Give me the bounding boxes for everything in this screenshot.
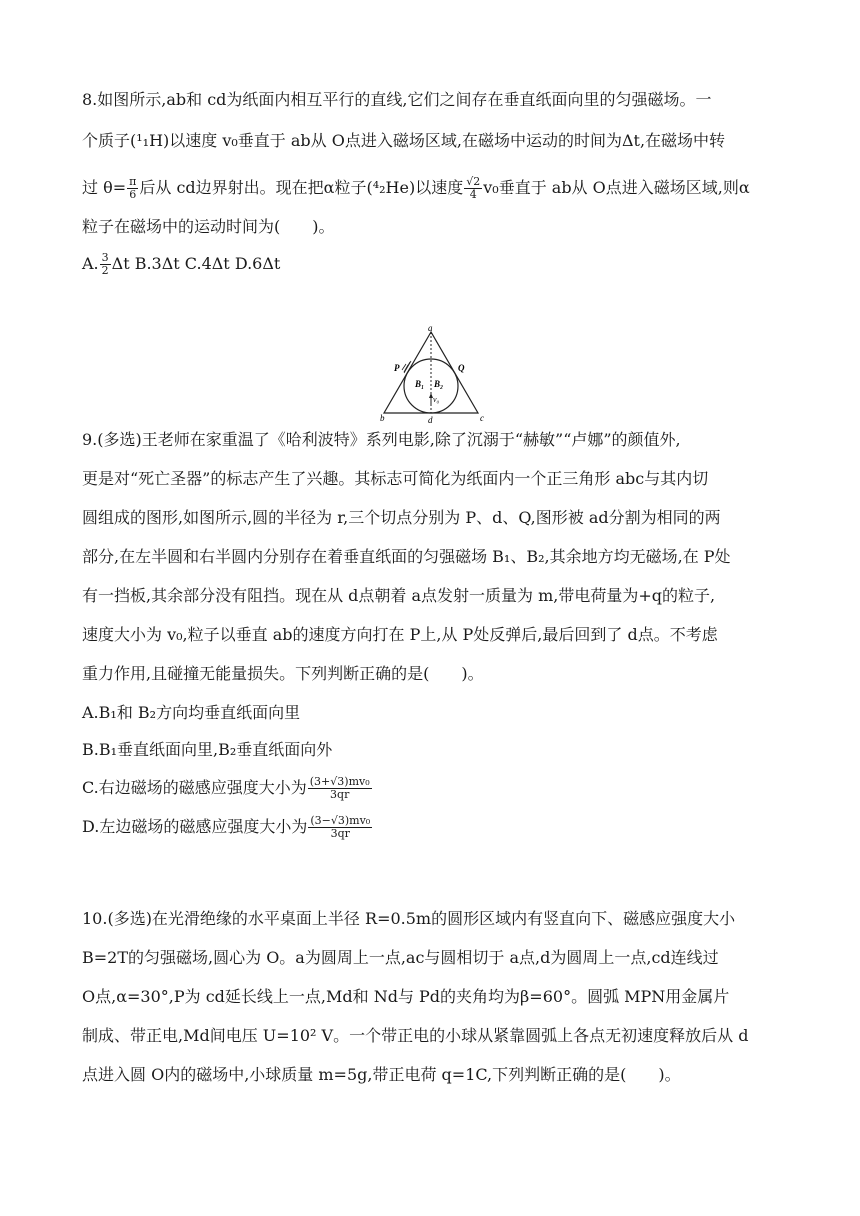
- q8-line-3: [82, 176, 750, 201]
- option-a-fraction: $\frac{3}{2}$: [101, 251, 109, 277]
- baffle-at-P: [402, 361, 411, 373]
- q9-option-d: D.左边磁场的磁感应强度大小为 $\frac{\text{(3−√3)mv₀}}{3qr}$: [82, 814, 371, 840]
- label-B2: B₂: [434, 379, 444, 389]
- q9-line-4: 部分,在左半圆和右半圆内分别存在着垂直纸面的匀强磁场 B₁、B₂,其余地方均无磁场,在 P处: [82, 547, 731, 566]
- q9-option-c: C.右边磁场的磁感应强度大小为 $\frac{\text{(3+√3)mv₀}}{3qr}$: [82, 775, 370, 801]
- triangle-incircle-figure: [380, 324, 490, 424]
- q8-line-3b: 后从 cd边界射出。现在把α粒子(⁴₂He)以速度: [139, 178, 464, 197]
- q9-line-1: 9.(多选)王老师在家重温了《哈利波特》系列电影,除了沉溺于“赫敏”“卢娜”的颜值外,: [82, 430, 681, 449]
- speed-fraction: $\frac{√2}{4}$: [466, 175, 481, 201]
- label-B1: B₁: [415, 379, 425, 389]
- q9-line-7: 重力作用,且碰撞无能量损失。下列判断正确的是( )。: [82, 664, 484, 683]
- label-d: d: [428, 415, 433, 424]
- q8-line-3c: v₀垂直于 ab从 O点进入磁场区域,则α: [483, 178, 750, 197]
- theta-fraction: $\frac{\pi}{6}$: [129, 175, 137, 201]
- q8-line-3a: 过 θ=: [82, 178, 127, 197]
- label-c: c: [480, 413, 484, 423]
- q9-line-6: 速度大小为 v₀,粒子以垂直 ab的速度方向打在 P上,从 P处反弹后,最后回到了 d点。不考虑: [82, 625, 718, 644]
- option-c-fraction: $\frac{\text{(3+√3)mv₀}}{3qr}$: [309, 775, 370, 801]
- q8-line-1: 8.如图所示,ab和 cd为纸面内相互平行的直线,它们之间存在垂直纸面向里的匀强磁场。一: [82, 90, 712, 109]
- q9-option-a: A.B₁和 B₂方向均垂直纸面向里: [82, 703, 301, 722]
- q9-line-5: 有一挡板,其余部分没有阻挡。现在从 d点朝着 a点发射一质量为 m,带电荷量为+q的粒子,: [82, 586, 716, 605]
- label-P: P: [394, 363, 400, 373]
- q10-line-4: 制成、带正电,Md间电压 U=10² V。一个带正电的小球从紧靠圆弧上各点无初速度释放后从 d: [82, 1026, 749, 1045]
- label-b: b: [380, 413, 385, 423]
- q10-line-2: B=2T的匀强磁场,圆心为 O。a为圆周上一点,ac与圆相切于 a点,d为圆周上一点,cd连线过: [82, 948, 719, 967]
- q8-line-2: 个质子(¹₁H)以速度 v₀垂直于 ab从 O点进入磁场区域,在磁场中运动的时间为Δt,在磁场中转: [82, 131, 726, 150]
- label-v0: v₀: [433, 395, 440, 404]
- label-a: a: [428, 324, 433, 333]
- q8-options: A. $\frac{3}{2}$ Δt B.3Δt C.4Δt D.6Δt: [82, 251, 281, 277]
- q9-line-3: 圆组成的图形,如图所示,圆的半径为 r,三个切点分别为 P、d、Q,图形被 ad分割为相同的两: [82, 508, 721, 527]
- q9-option-b: B.B₁垂直纸面向里,B₂垂直纸面向外: [82, 740, 333, 759]
- label-Q: Q: [458, 363, 465, 373]
- q10-line-5: 点进入圆 O内的磁场中,小球质量 m=5g,带正电荷 q=1C,下列判断正确的是( )。: [82, 1065, 681, 1084]
- q10-line-1: 10.(多选)在光滑绝缘的水平桌面上半径 R=0.5m的圆形区域内有竖直向下、磁感应强度大小: [82, 909, 736, 928]
- q9-line-2: 更是对“死亡圣器”的标志产生了兴趣。其标志可简化为纸面内一个正三角形 abc与其内切: [82, 469, 709, 488]
- q8-line-4: 粒子在磁场中的运动时间为( )。: [82, 217, 335, 236]
- option-d-fraction: $\frac{\text{(3−√3)mv₀}}{3qr}$: [310, 814, 371, 840]
- q10-line-3: O点,α=30°,P为 cd延长线上一点,Md和 Nd与 Pd的夹角均为β=60°。圆弧 MPN用金属片: [82, 987, 730, 1006]
